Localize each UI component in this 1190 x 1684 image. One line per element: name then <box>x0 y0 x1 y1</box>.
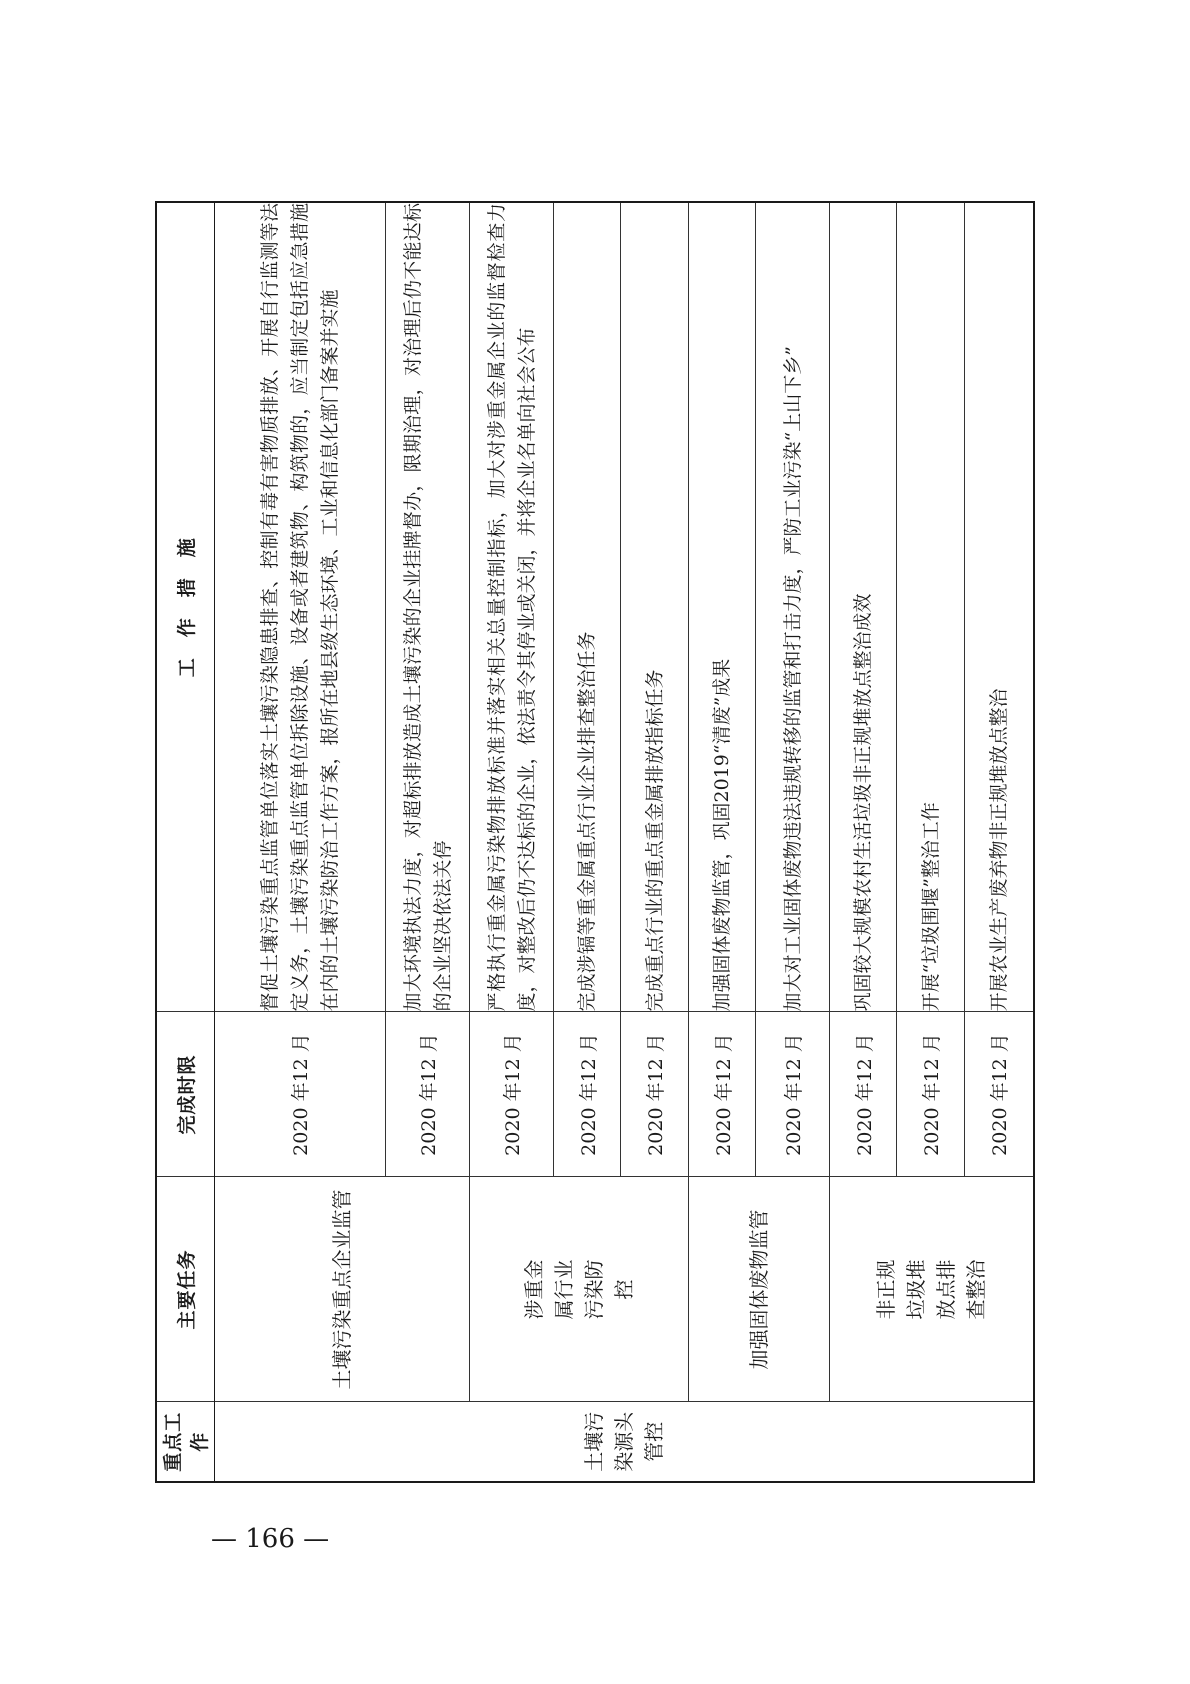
deadline-cell: 2020 年12 月 <box>756 1012 830 1177</box>
measure-text: 加强固体废物监管，巩固2019“清废”成果 <box>711 658 734 1012</box>
measure-cell <box>214 202 386 1012</box>
task-cell-heavy-metal <box>470 1177 689 1402</box>
measure-text: 加大对工业固体废物违法违规转移的监管和打击力度，严防工业污染“上山下乡” <box>781 346 804 1012</box>
measure-text: 开展“垃圾围堰”整治工作 <box>919 802 942 1012</box>
deadline-cell: 2020 年12 月 <box>553 1012 620 1177</box>
key-work-cell: 土壤污染源头管控 <box>214 1402 1034 1482</box>
header-key-work: 重点工作 <box>156 1402 214 1482</box>
measure-cell <box>829 202 896 1012</box>
header-row <box>156 202 214 1482</box>
header-main-task: 主要任务 <box>156 1177 214 1402</box>
measure-cell <box>897 202 964 1012</box>
deadline-cell: 2020 年12 月 <box>214 1012 386 1177</box>
deadline-cell: 2020 年12 月 <box>621 1012 688 1177</box>
measure-cell <box>386 202 470 1012</box>
header-deadline: 完成时限 <box>156 1012 214 1177</box>
measure-text: 督促土壤污染重点监管单位落实土壤污染隐患排查、控制有毒有害物质排放、开展自行监测等法定义务，土壤污染重点监管单位拆除设施、设备或者建筑物、构筑物的，应当制定包括应急措施在内的土壤污染防治工作方案，报所在地县级生态环境、工业和信息化部门备案并实施 <box>258 203 341 1012</box>
measure-cell <box>621 202 688 1012</box>
measure-text: 完成重点行业的重点重金属排放指标任务 <box>643 669 666 1012</box>
task-text: 非正规垃圾堆放点排查整治 <box>874 1259 989 1320</box>
task-cell-garbage <box>829 1177 1034 1402</box>
task-cell-soil-enterprise: 土壤污染重点企业监管 <box>214 1177 470 1402</box>
deadline-cell: 2020 年12 月 <box>470 1012 554 1177</box>
deadline-cell: 2020 年12 月 <box>829 1012 896 1177</box>
page-number: — 166 — <box>211 1524 330 1554</box>
task-text: 涉重金属行业污染防控 <box>521 1259 636 1320</box>
measure-cell <box>470 202 554 1012</box>
header-measures: 工 作 措 施 <box>156 202 214 1012</box>
measure-text: 巩固较大规模农村生活垃圾非正规堆放点整治成效 <box>852 593 875 1012</box>
measure-cell <box>688 202 755 1012</box>
deadline-cell: 2020 年12 月 <box>386 1012 470 1177</box>
table-row <box>829 202 896 1482</box>
deadline-cell: 2020 年12 月 <box>964 1012 1034 1177</box>
deadline-cell: 2020 年12 月 <box>688 1012 755 1177</box>
measure-text: 加大环境执法力度，对超标排放造成土壤污染的企业挂牌督办，限期治理，对治理后仍不能达标的企业坚决依法关停 <box>401 203 454 1012</box>
task-cell-solid-waste: 加强固体废物监管 <box>688 1177 829 1402</box>
table-row <box>688 202 755 1482</box>
measure-text: 完成涉镉等重金属重点行业企业排查整治任务 <box>576 631 599 1012</box>
table-row <box>214 202 386 1482</box>
deadline-cell: 2020 年12 月 <box>897 1012 964 1177</box>
measure-text: 开展农业生产废弃物非正规堆放点整治 <box>987 688 1010 1012</box>
measures-table <box>155 201 1035 1483</box>
measure-cell <box>553 202 620 1012</box>
measure-cell <box>756 202 830 1012</box>
rotated-table-wrapper <box>155 203 1035 1483</box>
table-row <box>470 202 554 1482</box>
measure-cell <box>964 202 1034 1012</box>
measure-text: 严格执行重金属污染物排放标准并落实相关总量控制指标，加大对涉重金属企业的监督检查力度，对整改后仍不达标的企业，依法责令其停业或关闭，并将企业名单向社会公布 <box>485 203 538 1012</box>
